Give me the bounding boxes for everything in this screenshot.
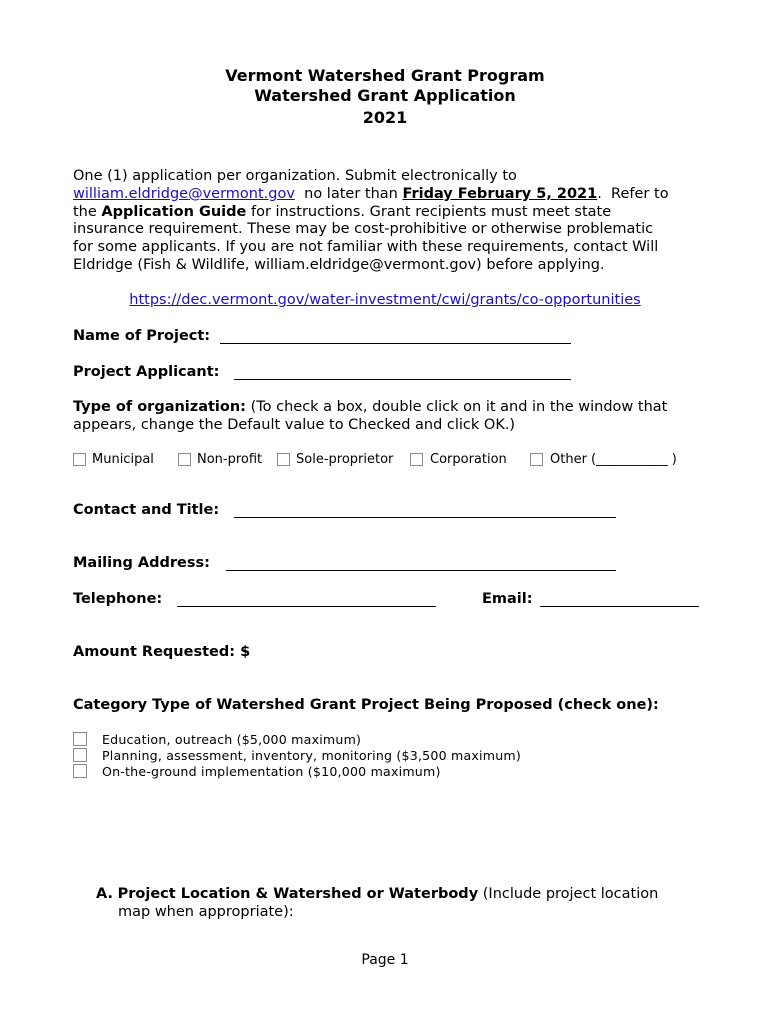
- org-type-instructions-1: (To check a box, double click on it and in the window that: [245, 399, 668, 415]
- intro-line-5: for some applicants. If you are not familiar with these requirements, contact Will: [73, 239, 659, 256]
- implementation-option-label: On-the-ground implementation ($10,000 maximum): [102, 764, 441, 779]
- telephone-field[interactable]: [177, 606, 436, 607]
- education-checkbox[interactable]: [73, 732, 87, 746]
- intro-line-3: the Application Guide for instructions. Grant recipients must meet state: [73, 203, 612, 220]
- project-applicant-field[interactable]: [234, 379, 571, 380]
- intro-line-2: william.eldridge@vermont.gov no later than Friday February 5, 2021. Refer to: [73, 185, 669, 202]
- amount-requested-label: Amount Requested: $: [73, 644, 251, 660]
- intro-line-1: One (1) application per organization. Submit electronically to: [73, 168, 517, 184]
- other-checkbox[interactable]: [530, 453, 543, 466]
- municipal-label: Municipal: [92, 452, 154, 467]
- municipal-checkbox[interactable]: [73, 453, 86, 466]
- implementation-checkbox[interactable]: [73, 764, 87, 778]
- url-row: [0, 292, 770, 308]
- contact-title-field[interactable]: [234, 517, 616, 518]
- section-a-note-1: (Include project location: [478, 886, 659, 902]
- education-option-label: Education, outreach ($5,000 maximum): [102, 732, 362, 747]
- non-profit-checkbox[interactable]: [178, 453, 191, 466]
- mailing-address-label: Mailing Address:: [73, 555, 210, 571]
- org-type-label: Type of organization:: [73, 399, 246, 415]
- deadline-date: Friday February 5, 2021: [402, 185, 598, 202]
- page-number: Page 1: [361, 952, 409, 968]
- contact-title-label: Contact and Title:: [73, 502, 220, 518]
- intro-paragraph: [73, 168, 713, 275]
- non-profit-label: Non-profit: [197, 452, 263, 467]
- project-name-label: Name of Project:: [73, 328, 211, 344]
- submission-email-link[interactable]: william.eldridge@vermont.gov: [73, 185, 295, 202]
- sole-proprietor-label: Sole-proprietor: [296, 452, 394, 467]
- other-label: Other (___________ ): [550, 452, 677, 467]
- form-title: Watershed Grant Application: [254, 86, 516, 105]
- telephone-label: Telephone:: [73, 591, 163, 607]
- section-a-note-2: map when appropriate):: [118, 904, 294, 920]
- org-type-instructions-2: appears, change the Default value to Checked and click OK.): [73, 416, 516, 433]
- org-type-block: [73, 399, 713, 435]
- project-name-field[interactable]: [220, 343, 571, 344]
- intro-line-4: insurance requirement. These may be cost-prohibitive or otherwise problematic: [73, 221, 654, 238]
- planning-option-label: Planning, assessment, inventory, monitoring ($3,500 maximum): [102, 748, 521, 763]
- email-label: Email:: [482, 591, 533, 607]
- mailing-address-field[interactable]: [226, 570, 616, 571]
- email-field[interactable]: [540, 606, 699, 607]
- program-title: Vermont Watershed Grant Program: [225, 66, 545, 85]
- planning-checkbox[interactable]: [73, 748, 87, 762]
- section-a-title: Project Location & Watershed or Waterbody: [117, 886, 479, 902]
- section-a: [96, 885, 716, 921]
- sole-proprietor-checkbox[interactable]: [277, 453, 290, 466]
- application-guide-ref: Application Guide: [101, 203, 247, 220]
- form-year: 2021: [362, 108, 408, 127]
- opportunities-link[interactable]: https://dec.vermont.gov/water-investment/cwi/grants/co-opportunities: [129, 292, 641, 308]
- section-a-marker: A.: [96, 886, 113, 902]
- intro-line-6: Eldridge (Fish & Wildlife, william.eldridge@vermont.gov) before applying.: [73, 256, 605, 273]
- category-heading: Category Type of Watershed Grant Project Being Proposed (check one):: [73, 697, 659, 713]
- corporation-checkbox[interactable]: [410, 453, 423, 466]
- project-applicant-label: Project Applicant:: [73, 364, 220, 380]
- corporation-label: Corporation: [430, 452, 507, 467]
